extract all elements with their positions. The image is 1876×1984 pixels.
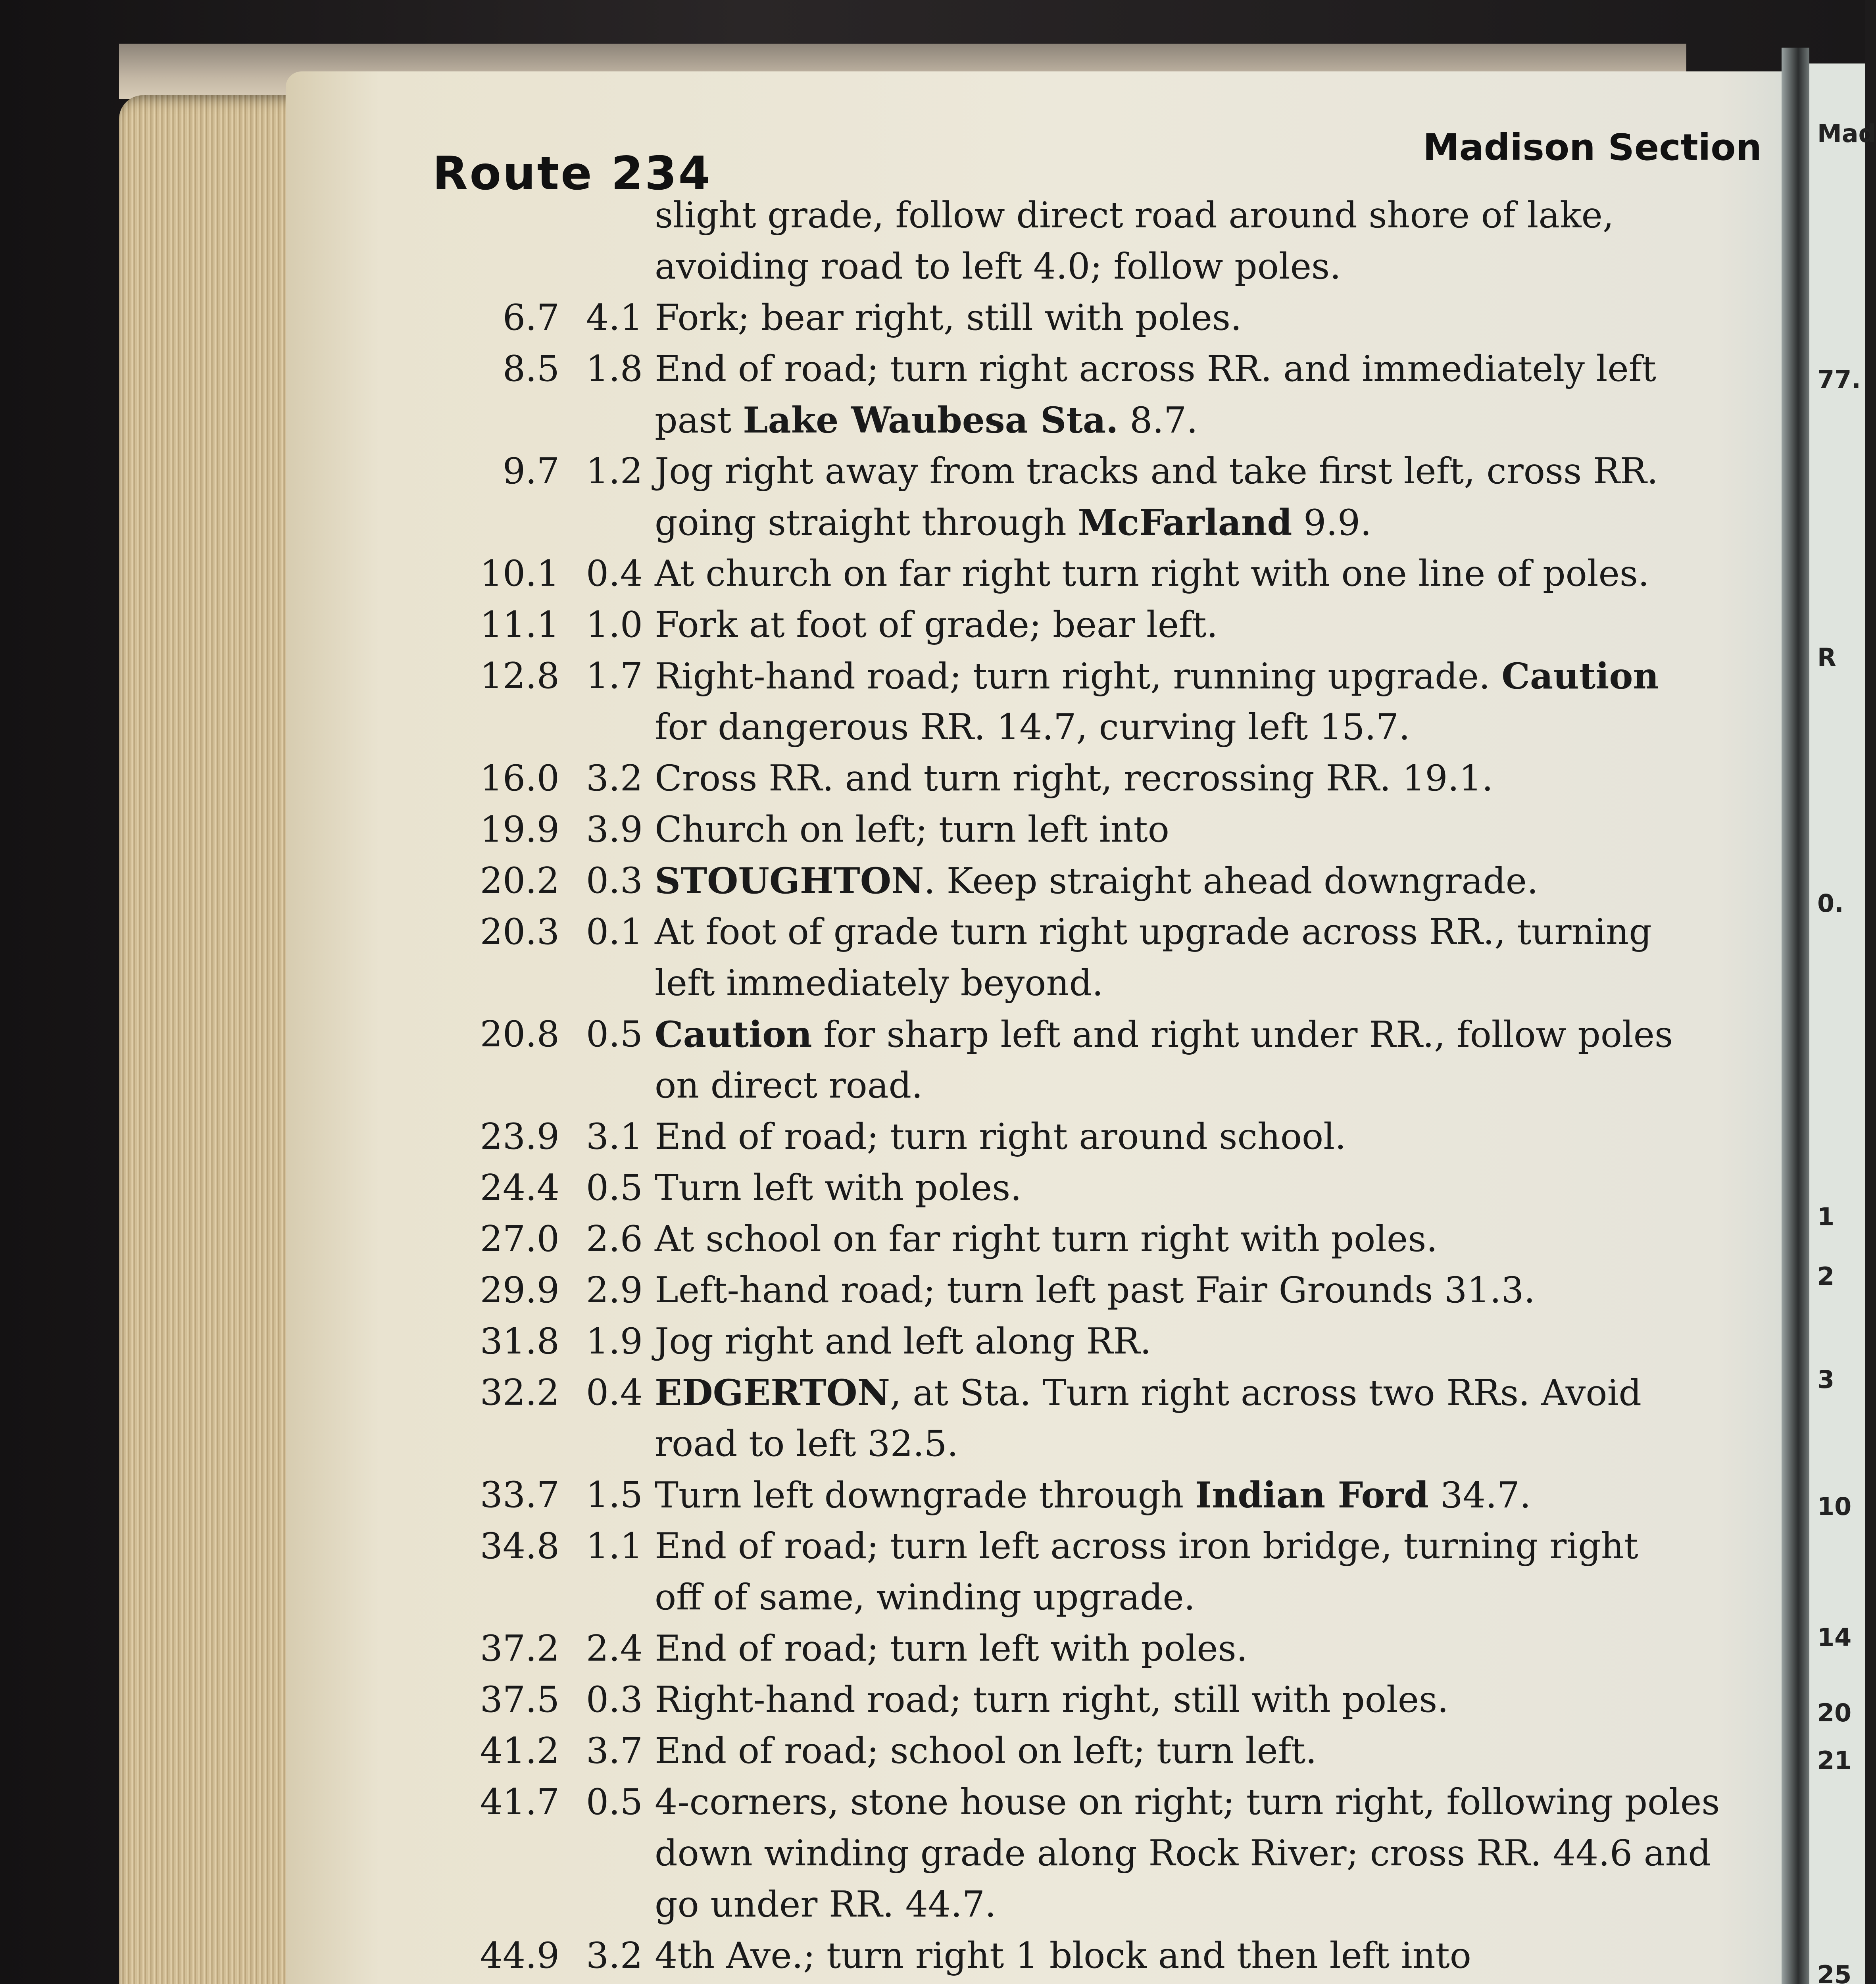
direction-text: off of same, winding upgrade. (655, 1576, 1196, 1618)
adjacent-page-fragment: 14 (1817, 1623, 1852, 1652)
total-miles: 20.8 (480, 1013, 559, 1055)
interval-miles: 1.7 (586, 655, 643, 697)
adjacent-page-fragment: Mad (1817, 119, 1876, 148)
interval-miles: 0.4 (586, 1372, 643, 1413)
direction-text: Jog right and left along RR. (655, 1321, 1151, 1362)
adjacent-page-fragment: 1 (1817, 1202, 1835, 1231)
direction-text-part: 34.7. (1428, 1475, 1531, 1516)
route-heading: Route 234 (432, 147, 712, 200)
interval-miles: 0.5 (586, 1167, 643, 1209)
direction-text: go under RR. 44.7. (655, 1884, 996, 1925)
adjacent-page-fragment: 21 (1817, 1746, 1852, 1775)
direction-text: At foot of grade turn right upgrade across RR., turning (655, 911, 1652, 953)
book-gutter (1782, 48, 1809, 1984)
direction-text (655, 1372, 1642, 1414)
direction-text: Turn left with poles. (655, 1167, 1022, 1209)
adjacent-page-strip (1809, 63, 1876, 1984)
interval-miles: 0.3 (586, 860, 643, 902)
direction-text: End of road; turn right around school. (655, 1116, 1346, 1157)
direction-text: At school on far right turn right with poles. (655, 1218, 1438, 1260)
direction-text: Church on left; turn left into (655, 809, 1169, 850)
direction-text-part: Turn left downgrade through (655, 1475, 1195, 1516)
total-miles: 11.1 (480, 604, 559, 646)
interval-miles: 0.5 (586, 1013, 643, 1055)
interval-miles: 1.8 (586, 348, 643, 390)
interval-miles: 3.1 (586, 1116, 643, 1157)
adjacent-page-fragment: 77. (1817, 365, 1861, 394)
interval-miles: 0.5 (586, 1781, 643, 1823)
adjacent-page-fragment: 10 (1817, 1492, 1852, 1521)
direction-text: Cross RR. and turn right, recrossing RR. 19.1. (655, 757, 1493, 799)
place-name: STOUGHTON (655, 860, 924, 902)
direction-text-part: . Keep straight ahead downgrade. (924, 860, 1538, 902)
direction-text: Jog right away from tracks and take first left, cross RR. (655, 450, 1659, 492)
interval-miles: 3.9 (586, 809, 643, 850)
interval-miles: 3.2 (586, 757, 643, 799)
adjacent-page-fragment: 20 (1817, 1698, 1852, 1727)
place-name: Caution (1501, 655, 1659, 697)
total-miles: 8.5 (502, 348, 559, 390)
direction-text (655, 1013, 1673, 1055)
direction-text: End of road; turn right across RR. and immediately left (655, 348, 1657, 390)
place-name: Caution (655, 1013, 812, 1055)
direction-text: down winding grade along Rock River; cross RR. 44.6 and (655, 1832, 1711, 1874)
interval-miles: 0.3 (586, 1679, 643, 1721)
interval-miles: 2.9 (586, 1269, 643, 1311)
direction-text: At church on far right turn right with one line of poles. (655, 553, 1649, 594)
total-miles: 41.7 (480, 1781, 559, 1823)
total-miles: 19.9 (480, 809, 559, 850)
interval-miles: 1.0 (586, 604, 643, 646)
direction-text: End of road; turn left with poles. (655, 1628, 1248, 1669)
total-miles: 37.5 (480, 1679, 559, 1721)
total-miles: 6.7 (502, 297, 559, 338)
interval-miles: 1.5 (586, 1474, 643, 1516)
place-name: Indian Ford (1195, 1474, 1429, 1516)
total-miles: 34.8 (480, 1525, 559, 1567)
direction-text (655, 399, 1198, 441)
total-miles: 37.2 (480, 1628, 559, 1669)
total-miles: 27.0 (480, 1218, 559, 1260)
direction-text: Right-hand road; turn right, still with poles. (655, 1679, 1449, 1721)
interval-miles: 1.1 (586, 1525, 643, 1567)
direction-text (655, 1474, 1531, 1516)
place-name: McFarland (1078, 502, 1292, 544)
direction-text: Fork; bear right, still with poles. (655, 297, 1242, 338)
adjacent-page-fragment: 2 (1817, 1262, 1835, 1291)
total-miles: 29.9 (480, 1269, 559, 1311)
direction-text: Left-hand road; turn left past Fair Grounds 31.3. (655, 1269, 1536, 1311)
place-name: EDGERTON (655, 1372, 890, 1414)
direction-text: End of road; school on left; turn left. (655, 1730, 1317, 1772)
interval-miles: 2.6 (586, 1218, 643, 1260)
direction-text: road to left 32.5. (655, 1423, 959, 1465)
total-miles: 31.8 (480, 1321, 559, 1362)
interval-miles: 1.9 (586, 1321, 643, 1362)
direction-text: 4th Ave.; turn right 1 block and then left into (655, 1935, 1471, 1976)
total-miles: 9.7 (502, 450, 559, 492)
adjacent-page-fragment: 25 (1817, 1960, 1852, 1984)
interval-miles: 3.2 (586, 1935, 643, 1976)
total-miles: 41.2 (480, 1730, 559, 1772)
total-miles: 32.2 (480, 1372, 559, 1413)
direction-text: left immediately beyond. (655, 962, 1103, 1004)
direction-text-part: past (655, 400, 743, 441)
direction-text: End of road; turn left across iron bridge, turning right (655, 1525, 1638, 1567)
direction-text-part: 9.9. (1292, 502, 1372, 544)
total-miles: 16.0 (480, 757, 559, 799)
direction-text: Fork at foot of grade; bear left. (655, 604, 1218, 646)
interval-miles: 4.1 (586, 297, 643, 338)
direction-text-part: going straight through (655, 502, 1078, 544)
total-miles: 23.9 (480, 1116, 559, 1157)
direction-text: avoiding road to left 4.0; follow poles. (655, 246, 1341, 287)
direction-text: for dangerous RR. 14.7, curving left 15.7. (655, 706, 1410, 748)
adjacent-page-fragment: 3 (1817, 1365, 1835, 1394)
total-miles: 20.2 (480, 860, 559, 902)
total-miles: 20.3 (480, 911, 559, 953)
direction-text-part: Right-hand road; turn right, running upgrade. (655, 656, 1502, 697)
place-name: Lake Waubesa Sta. (743, 399, 1119, 441)
section-heading: Madison Section (1423, 126, 1762, 169)
total-miles: 44.9 (480, 1935, 559, 1976)
direction-text-part: , at Sta. Turn right across two RRs. Avoid (890, 1372, 1642, 1414)
direction-text (655, 655, 1659, 697)
interval-miles: 3.7 (586, 1730, 643, 1772)
direction-text-part: 8.7. (1118, 400, 1198, 441)
total-miles: 33.7 (480, 1474, 559, 1516)
adjacent-page-fragment: 0. (1817, 889, 1844, 918)
direction-text-part: for sharp left and right under RR., follow poles (812, 1014, 1673, 1055)
direction-text: slight grade, follow direct road around shore of lake, (655, 194, 1614, 236)
direction-text: 4-corners, stone house on right; turn right, following poles (655, 1781, 1720, 1823)
interval-miles: 2.4 (586, 1628, 643, 1669)
direction-text: on direct road. (655, 1065, 923, 1106)
interval-miles: 0.1 (586, 911, 643, 953)
direction-text (655, 860, 1538, 902)
adjacent-page-fragment: R (1817, 643, 1836, 672)
interval-miles: 0.4 (586, 553, 643, 594)
total-miles: 12.8 (480, 655, 559, 697)
direction-text (655, 502, 1372, 544)
total-miles: 24.4 (480, 1167, 559, 1209)
interval-miles: 1.2 (586, 450, 643, 492)
total-miles: 10.1 (480, 553, 559, 594)
